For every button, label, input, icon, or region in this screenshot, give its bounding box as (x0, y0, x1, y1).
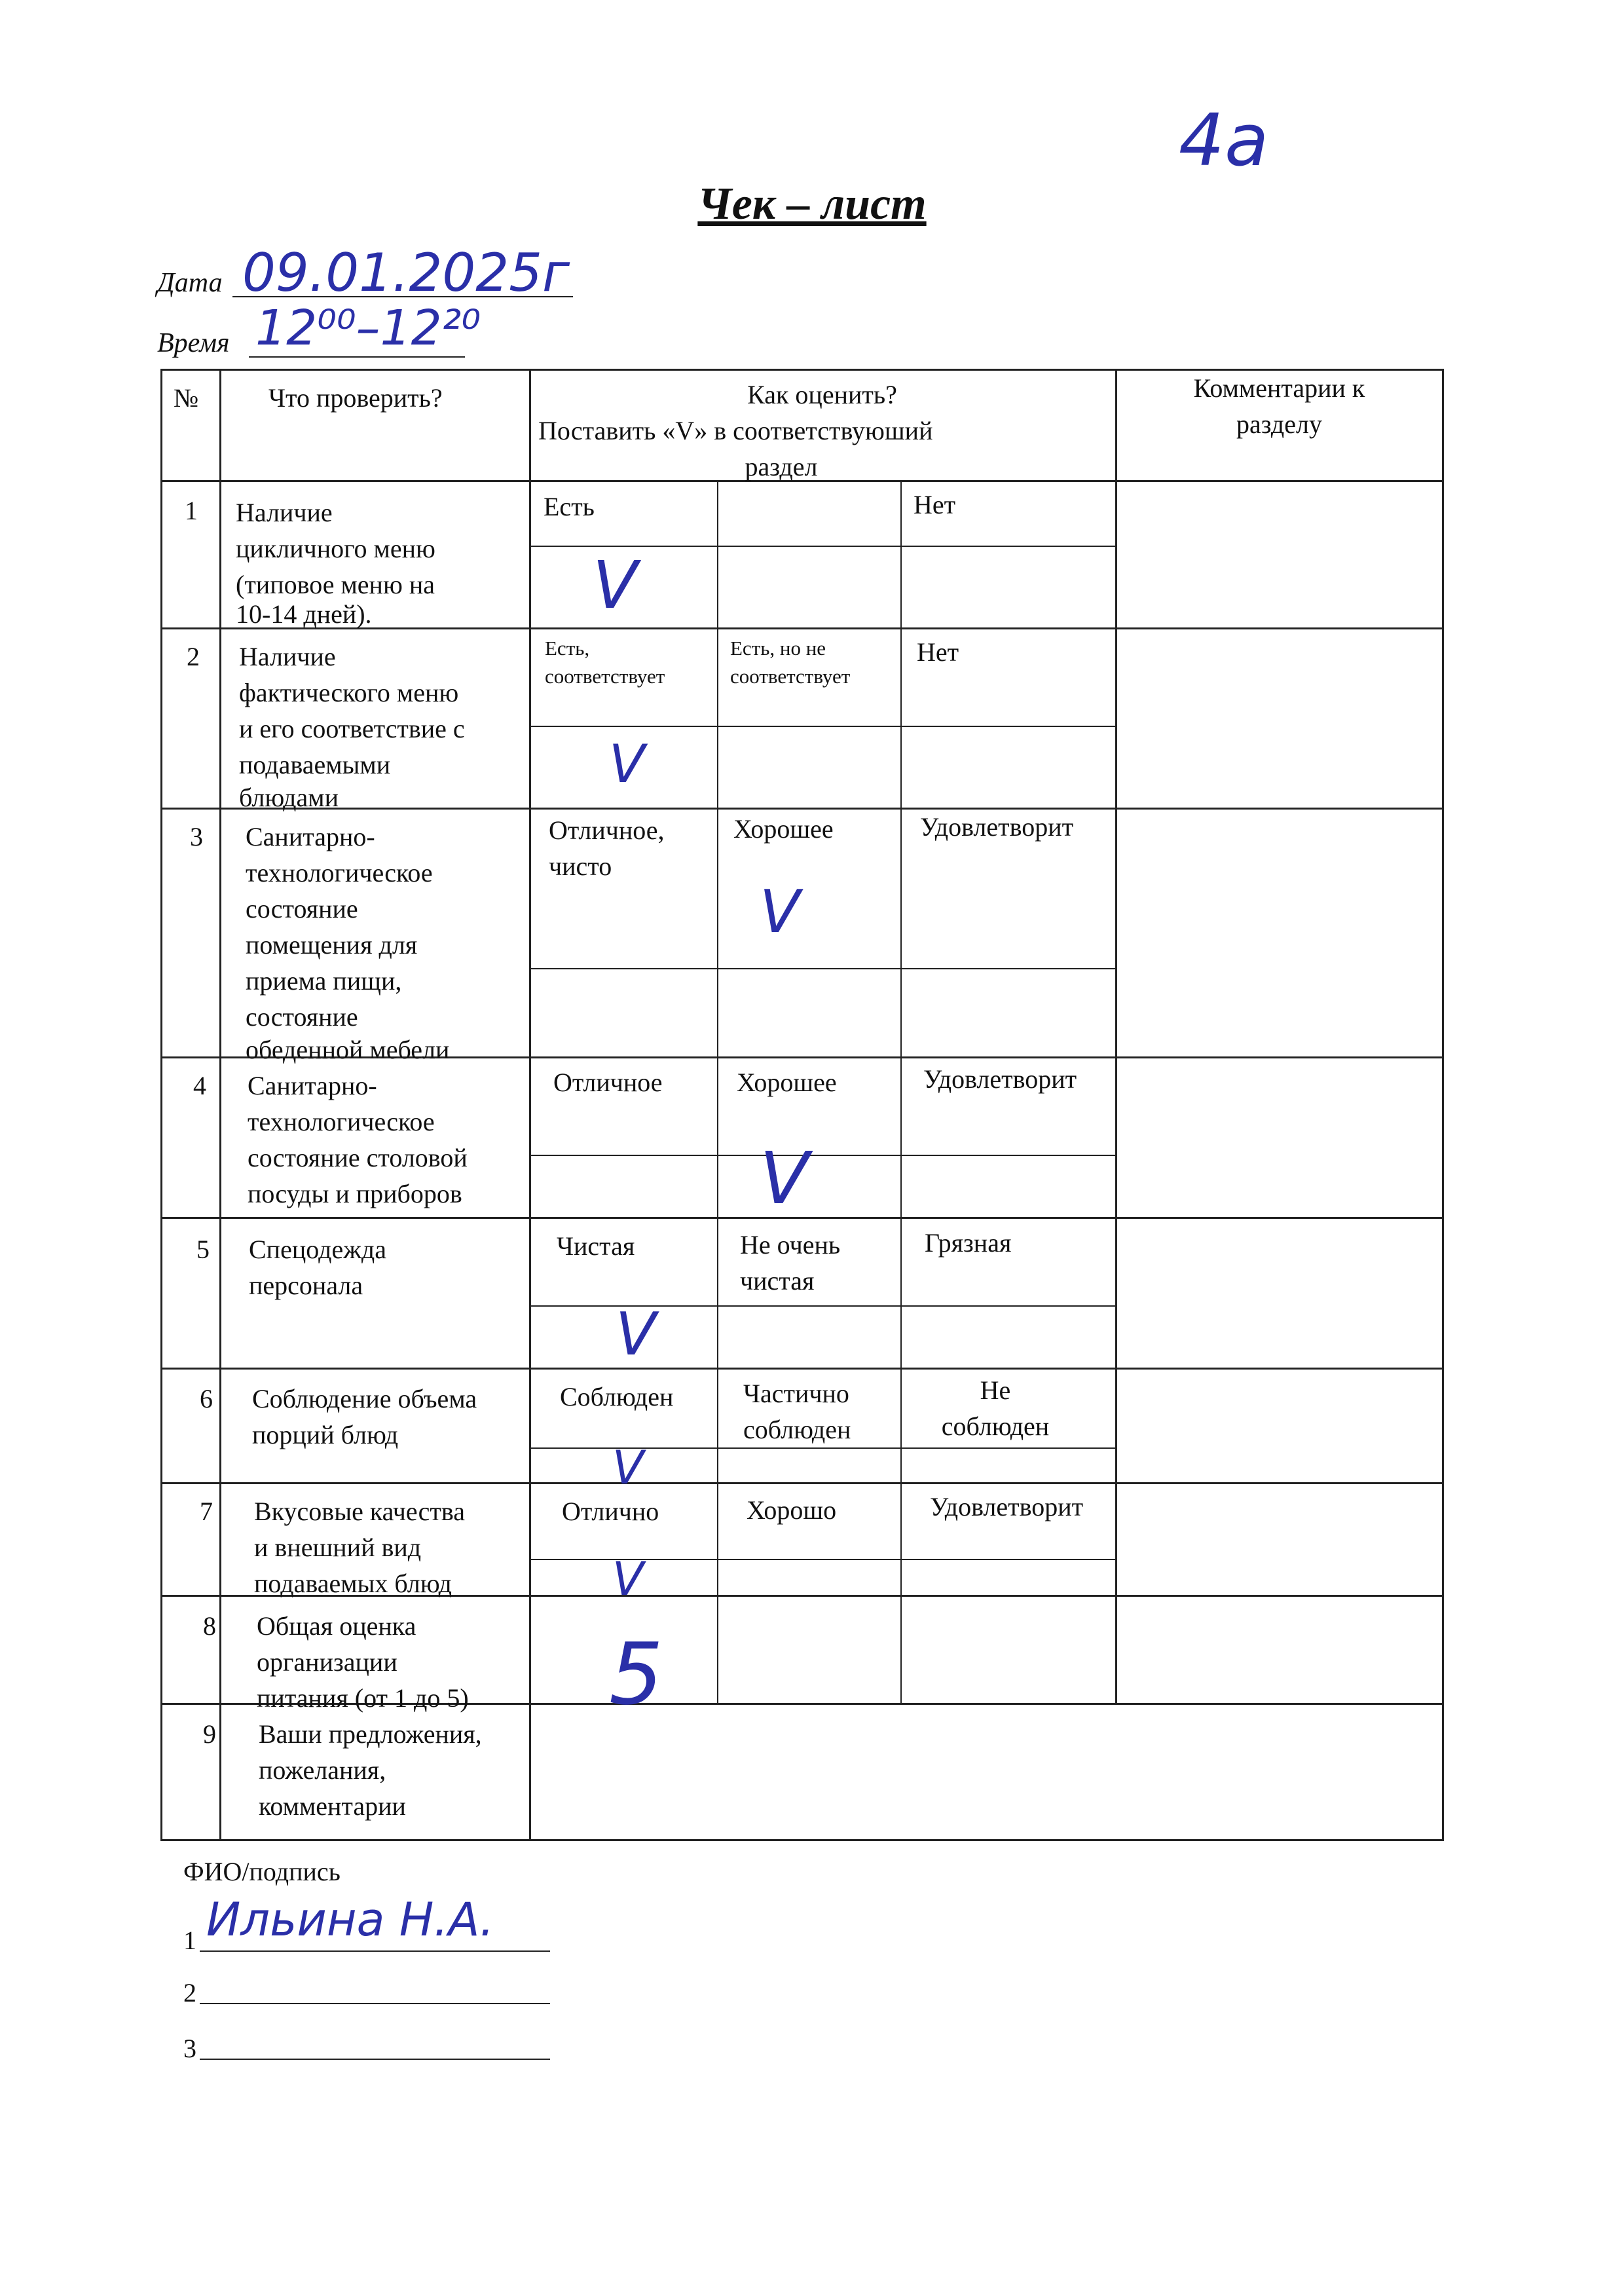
row-item-line: Ваши предложения, (259, 1719, 482, 1749)
row-number: 7 (200, 1497, 213, 1526)
header-comments-1: Комментарии к (1193, 373, 1365, 403)
option-label: Нет (913, 490, 956, 519)
row-number: 3 (190, 822, 203, 851)
check-mark: V (609, 734, 645, 794)
page-title: Чек – лист (697, 179, 927, 229)
signature-line-number: 1 (183, 1926, 196, 1955)
row-item-line: состояние (246, 1002, 358, 1032)
header-what: Что проверить? (268, 383, 443, 413)
row-item-line: комментарии (259, 1791, 406, 1821)
header-how-1: Как оценить? (747, 380, 897, 409)
row-item-line: блюдами (239, 783, 339, 812)
option-label: Отличное, чисто (549, 815, 665, 881)
row-item-line: технологическое (248, 1107, 435, 1136)
option-label: Отлично (562, 1497, 659, 1526)
option-label: Не соблюден (941, 1375, 1050, 1441)
row-item-line: Наличие (239, 642, 336, 671)
header-num: № (174, 383, 199, 413)
option-label: Грязная (925, 1228, 1012, 1258)
row-item-line: пожелания, (259, 1755, 386, 1785)
option-label: Соблюден (560, 1382, 674, 1411)
row-item-line: 10-14 дней). (236, 599, 372, 629)
row-number: 1 (185, 496, 198, 525)
row-item-line: Соблюдение объема (252, 1384, 477, 1413)
signature-line-number: 2 (183, 1978, 196, 2007)
signature-handwriting: Ильина Н.А. (206, 1893, 494, 1947)
row-item-line: подаваемыми (239, 750, 391, 779)
row-item-line: персонала (249, 1271, 363, 1300)
row-item-line: помещения для (246, 930, 418, 960)
option-label: Хорошо (747, 1495, 837, 1525)
header-how-3: раздел (745, 452, 818, 481)
row-item-line: организации (257, 1647, 397, 1677)
row-item-line: цикличного меню (236, 534, 435, 563)
check-mark: V (616, 1300, 656, 1369)
option-label: Удовлетворит (920, 812, 1074, 842)
option-label: Хорошее (733, 814, 834, 844)
row-item-line: фактического меню (239, 678, 459, 707)
option-label: Есть, но не соответствует (730, 637, 851, 688)
page-number: 4а (1179, 98, 1269, 182)
option-label: Частично соблюден (743, 1379, 851, 1444)
row-item-line: и его соответствие с (239, 714, 465, 743)
row-number: 9 (203, 1719, 216, 1749)
row-item-line: посуды и приборов (248, 1179, 462, 1208)
option-label: Есть (544, 492, 595, 521)
row-item-line: подаваемых блюд (254, 1569, 452, 1598)
time-label: Время (157, 328, 230, 358)
option-label: Хорошее (737, 1068, 837, 1097)
option-label: Нет (917, 637, 959, 667)
row-item-line: обеденной мебели (246, 1035, 450, 1064)
row-item-line: Наличие (236, 498, 333, 527)
row-item-line: (типовое меню на (236, 570, 435, 599)
score-mark: 5 (609, 1624, 663, 1724)
header-how-2: Поставить «V» в соответствуюший (538, 416, 933, 445)
option-label: Чистая (557, 1231, 635, 1261)
row-number: 4 (193, 1071, 206, 1100)
row-item-line: порций блюд (252, 1420, 399, 1449)
check-mark: V (612, 1552, 644, 1606)
check-mark: V (593, 547, 638, 624)
row-number: 6 (200, 1384, 213, 1413)
option-label: Удовлетворит (930, 1492, 1084, 1521)
time-value: 12⁰⁰–12²⁰ (255, 300, 481, 356)
row-number: 2 (187, 642, 200, 671)
option-label: Удовлетворит (923, 1064, 1077, 1094)
date-label: Дата (157, 268, 223, 298)
date-value: 09.01.2025г (242, 242, 570, 303)
option-label: Есть, соответствует (545, 637, 665, 688)
row-item-line: приема пищи, (246, 966, 402, 996)
check-mark: V (760, 878, 800, 946)
signature-line-number: 3 (183, 2034, 196, 2063)
signature-label: ФИО/подпись (183, 1857, 341, 1886)
check-mark: V (612, 1441, 644, 1495)
row-number: 5 (196, 1235, 210, 1264)
row-item-line: Общая оценка (257, 1611, 416, 1641)
row-item-line: и внешний вид (254, 1533, 422, 1562)
option-label: Не очень чистая (740, 1230, 841, 1296)
row-item-line: питания (от 1 до 5) (257, 1683, 469, 1713)
row-item-line: состояние столовой (248, 1143, 468, 1172)
row-number: 8 (203, 1611, 216, 1641)
option-label: Отличное (553, 1068, 663, 1097)
row-item-line: Санитарно- (248, 1071, 377, 1100)
row-item-line: Санитарно- (246, 822, 375, 851)
check-mark: V (760, 1136, 809, 1220)
row-item-line: состояние (246, 894, 358, 924)
header-comments-2: разделу (1236, 409, 1322, 439)
row-item-line: Вкусовые качества (254, 1497, 466, 1526)
row-item-line: Спецодежда (249, 1235, 386, 1264)
row-item-line: технологическое (246, 858, 433, 887)
